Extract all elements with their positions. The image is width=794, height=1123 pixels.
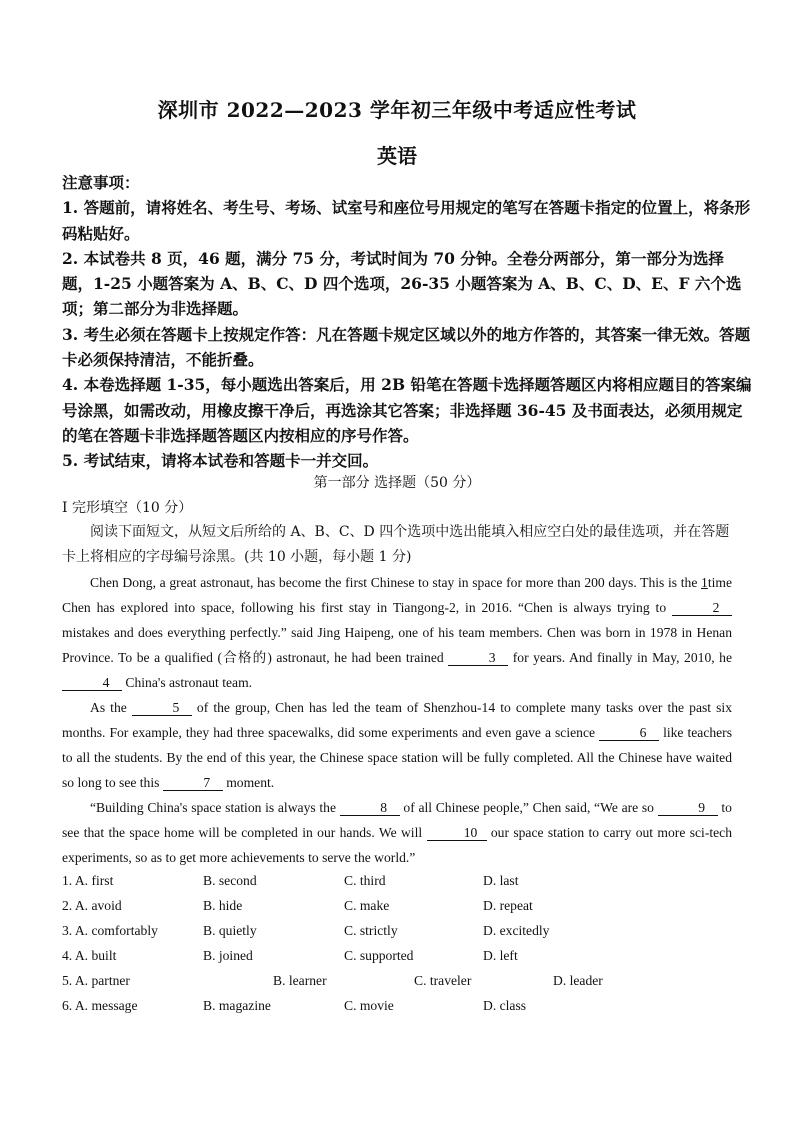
passage-paragraph-3: “Building China's space station is always the 8 of all Chinese people,” Chen said, “We are so 9 to see that the space home will be completed in our hands. We will 10 our space station to carry out more sci-tech experiments, so as to get more achievements to serve the world.” (62, 800, 732, 865)
option-c: C. make (344, 898, 390, 913)
option-c: C. movie (344, 998, 394, 1013)
passage-paragraph-2: As the 5 of the group, Chen has led the team of Shenzhou-14 to complete many tasks over the past six months. For example, they had three spacewalks, did some experiments and even gave a science 6 like teachers to all the students. By the end of this year, the Chinese space station will be fully completed. All the Chinese have waited so long to see this 7 moment. (62, 700, 732, 790)
blank-2: 2 (672, 601, 732, 616)
option-row-5 (62, 968, 752, 993)
blank-5: 5 (132, 701, 192, 716)
option-a: 1. A. first (62, 873, 114, 888)
option-row-3 (62, 918, 752, 943)
notice-item-1: 1. 答题前，请将姓名、考生号、考场、试室号和座位号用规定的笔写在答题卡指定的位置上，将条形码粘贴好。 (62, 198, 751, 243)
section-title: I 完形填空（10 分） (62, 500, 193, 516)
notice-item-3: 3. 考生必须在答题卡上按规定作答：凡在答题卡规定区域以外的地方作答的，其答案一律无效。答题卡必须保持清洁，不能折叠。 (62, 324, 751, 370)
option-a: 3. A. comfortably (62, 923, 158, 938)
cloze-passage (62, 570, 732, 870)
option-b: B. hide (203, 898, 243, 913)
option-a: 4. A. built (62, 948, 117, 963)
option-row-4 (62, 943, 752, 968)
option-b: B. second (203, 873, 257, 888)
notice-heading: 注意事项： (62, 173, 140, 192)
option-c: C. strictly (344, 923, 398, 938)
option-d: D. excitedly (483, 923, 550, 938)
option-c: C. supported (344, 948, 414, 963)
option-row-1 (62, 868, 752, 893)
option-row-6 (62, 993, 752, 1018)
option-c: C. traveler (414, 973, 472, 988)
option-c: C. third (344, 873, 386, 888)
option-row-2 (62, 893, 752, 918)
exam-title: 深圳市 2022—2023 学年初三年级中考适应性考试 (157, 98, 637, 122)
option-b: B. learner (273, 973, 327, 988)
notice-item-5: 5. 考试结束，请将本试卷和答题卡一并交回。 (62, 451, 379, 471)
blank-3: 3 (448, 651, 508, 666)
option-d: D. class (483, 998, 527, 1013)
option-a: 6. A. message (62, 998, 138, 1013)
notice-block (62, 170, 752, 474)
notice-item-2: 2. 本试卷共 8 页，46 题，满分 75 分，考试时间为 70 分钟。全卷分两部分，第一部分为选择题，1-25 小题答案为 A、B、C、D 四个选项，26-35 小题答案为 A、B、C、D、E、F 六个选项；第二部分为非选择题。 (62, 248, 742, 319)
option-b: B. joined (203, 948, 253, 963)
passage-paragraph-1: Chen Dong, a great astronaut, has become the first Chinese to stay in space for more than 200 days. This is the 1time Chen has explored into space, following his first stay in Tiangong-2, in 2016. “Chen is always trying to 2 mistakes and does everything perfectly.” said Jing Haipeng, one of his team members. Chen was born in 1978 in Henan Province. To be a qualified (合格的) astronaut, he had been trained 3 for years. And finally in May, 2010, he 4 China's astronaut team. (62, 575, 733, 690)
blank-10: 10 (427, 826, 487, 841)
option-d: D. repeat (483, 898, 533, 913)
blank-4: 4 (62, 676, 122, 691)
option-d: D. last (483, 873, 519, 888)
notice-item-4: 4. 本卷选择题 1-35，每小题选出答案后，用 2B 铅笔在答题卡选择题答题区内将相应题目的答案编号涂黑，如需改动，用橡皮擦干净后，再选涂其它答案；非选择题 36-45 及书面表达，必须用规定的笔在答题卡非选择题答题区内按相应的序号作答。 (62, 375, 752, 445)
option-a: 2. A. avoid (62, 898, 122, 913)
blank-1: 1 (701, 575, 708, 590)
blank-6: 6 (599, 726, 659, 741)
subject-title: 英语 (377, 144, 417, 168)
section-instruction: 阅读下面短文，从短文后所给的 A、B、C、D 四个选项中选出能填入相应空白处的最佳选项，并在答题卡上将相应的字母编号涂黑。(共 10 小题，每小题 1 分) (62, 524, 730, 565)
part-one-title: 第一部分 选择题（50 分） (313, 475, 481, 491)
blank-8: 8 (340, 801, 400, 816)
option-d: D. leader (553, 973, 603, 988)
option-d: D. left (483, 948, 518, 963)
option-a: 5. A. partner (62, 973, 130, 988)
blank-9: 9 (658, 801, 718, 816)
blank-7: 7 (163, 776, 223, 791)
option-b: B. magazine (203, 998, 271, 1013)
answer-options (62, 868, 752, 1018)
option-b: B. quietly (203, 923, 257, 938)
